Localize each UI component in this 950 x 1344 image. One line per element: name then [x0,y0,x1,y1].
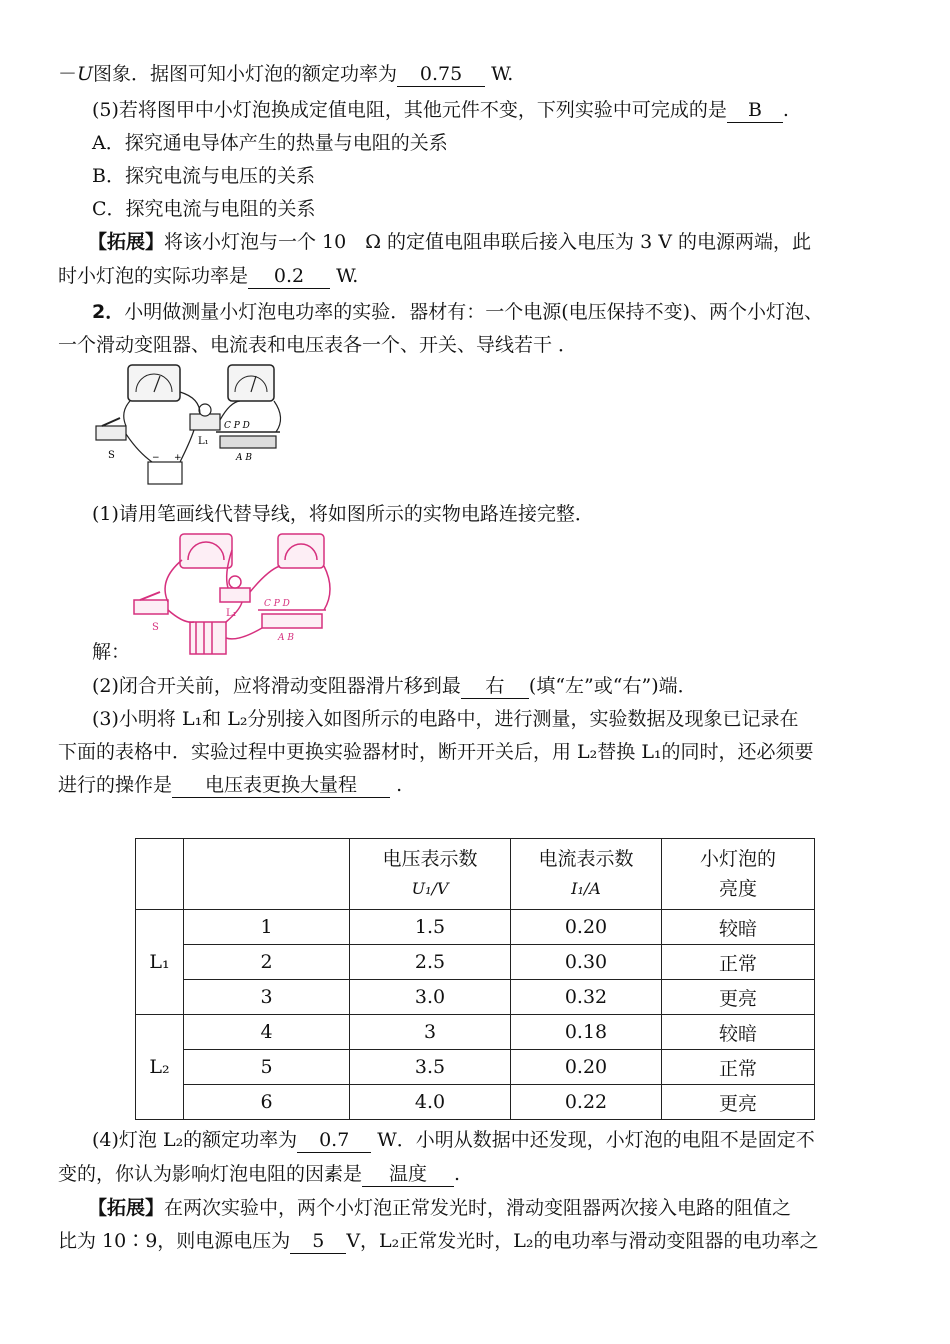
table-row [136,1085,815,1120]
table-cell: 较暗 [662,910,815,945]
answer-blank: 电压表更换大量程 [172,773,390,798]
answer-blank: 温度 [362,1162,454,1187]
answer-blank: 5 [290,1229,346,1254]
table-cell: 0.32 [511,980,662,1015]
sub-question-4 [92,1128,815,1153]
text: － [58,63,78,85]
table-cell: 1.5 [350,910,511,945]
text: 进行的操作是 [58,774,173,796]
group-label: L₂ [136,1015,184,1120]
table-cell: 4 [184,1015,350,1050]
switch-icon [134,600,168,614]
ammeter-icon [228,365,274,401]
sub-question-3-line3 [58,773,402,798]
table-cell: 3.0 [350,980,511,1015]
sub-question-1: (1)请用笔画线代替导线，将如图所示的实物电路连接完整． [92,503,594,525]
text: 比为 10∶9，则电源电压为 [58,1230,291,1252]
table-row [136,1015,815,1050]
option-a: A．探究通电导体产生的热量与电阻的关系 [92,132,448,154]
table-cell: 更亮 [662,980,815,1015]
question-5 [92,98,789,123]
table-cell: 0.22 [511,1085,662,1120]
table-header-current [511,839,662,910]
circuit-diagram-incomplete [90,362,290,494]
table-header-row [136,839,815,910]
text: U₁/V [411,879,449,898]
answer-blank: 0.75 [397,62,485,87]
text: 电压表示数 [382,848,478,870]
text: 时小灯泡的实际功率是 [58,265,249,287]
table-row [136,980,815,1015]
table-cell: 更亮 [662,1085,815,1120]
text: W．小明从数据中还发现，小灯泡的电阻不是固定不 [377,1129,815,1151]
label-l1: L₁ [198,436,209,447]
extension-1 [88,230,811,254]
label-cpd: C P D [264,599,290,609]
extension-tag: 【拓展】 [88,231,165,253]
text: . [454,1163,461,1185]
switch-icon [96,426,126,440]
question-number: 2． [92,301,125,323]
bulb-icon [199,404,211,416]
text: 小灯泡的 [699,848,776,870]
text: (4)灯泡 L₂的额定功率为 [92,1129,298,1151]
voltmeter-icon [180,534,232,568]
table-header-empty [136,839,184,910]
solution-label: 解： [92,641,131,663]
sub-question-3-line2: 下面的表格中．实验过程中更换实验器材时，断开开关后，用 L₂替换 L₁的同时，还必须要 [58,741,814,763]
table-header-brightness [662,839,815,910]
table-cell: 3 [350,1015,511,1050]
table-cell: 3.5 [350,1050,511,1085]
text: W. [491,63,514,85]
line-rated-power [58,62,513,87]
table-cell: 1 [184,910,350,945]
svg-text:+: + [174,453,182,463]
question-2-line2: 一个滑动变阻器、电流表和电压表各一个、开关、导线若干 ． [58,334,578,356]
sub-question-3: (3)小明将 L₁和 L₂分别接入如图所示的电路中，进行测量，实验数据及现象已记录在 [92,708,799,730]
table-cell: 2 [184,945,350,980]
text: U [77,63,94,85]
label-cpd: C P D [224,421,250,431]
question-2 [92,300,823,324]
label-ab: A B [236,453,252,463]
table-cell: 6 [184,1085,350,1120]
rheostat-icon [262,614,322,628]
extension-tag: 【拓展】 [88,1197,165,1219]
table-cell: 4.0 [350,1085,511,1120]
group-label: L₁ [136,910,184,1015]
bulb-icon [229,576,241,588]
text: . [396,774,403,796]
option-b: B．探究电流与电压的关系 [92,165,315,187]
label-l1: L₁ [226,608,237,619]
extension-1-line2 [58,264,358,289]
table-header-empty [184,839,350,910]
table-cell: 2.5 [350,945,511,980]
data-table [135,838,815,1120]
label-ab: A B [278,633,294,643]
table-cell: 0.20 [511,910,662,945]
answer-blank: B [727,98,783,123]
table-cell: 正常 [662,1050,815,1085]
text: 电流表示数 [538,848,634,870]
extension-2 [88,1196,791,1220]
text: 将该小灯泡与一个 10 Ω 的定值电阻串联后接入电压为 3 V 的电源两端，此 [164,231,811,253]
table-cell: 0.30 [511,945,662,980]
table-cell: 较暗 [662,1015,815,1050]
text: 亮度 [718,878,757,900]
text: 小明做测量小灯泡电功率的实验．器材有：一个电源(电压保持不变)、两个小灯泡、 [124,301,824,323]
rheostat-icon [220,436,276,448]
sub-question-2 [92,674,697,699]
sub-question-4-line2 [58,1162,460,1187]
text: W. [336,265,359,287]
table-cell: 3 [184,980,350,1015]
text: I₁/A [571,879,601,898]
table-cell: 0.20 [511,1050,662,1085]
label-s: S [108,450,115,461]
text: V，L₂正常发光时，L₂的电功率与滑动变阻器的电功率之 [346,1230,819,1252]
table-cell: 0.18 [511,1015,662,1050]
answer-blank: 0.2 [248,264,330,289]
table-row [136,1050,815,1085]
text: (填“左”或“右”)端． [528,675,697,697]
voltmeter-icon [128,365,180,401]
answer-blank: 0.7 [297,1128,371,1153]
svg-text:−: − [152,453,160,463]
text: 图象．据图可知小灯泡的额定功率为 [93,63,398,85]
option-c: C．探究电流与电阻的关系 [92,198,316,220]
answer-blank: 右 [461,674,529,699]
extension-2-line2 [58,1229,819,1254]
text: . [782,99,789,121]
text: (5)若将图甲中小灯泡换成定值电阻，其他元件不变，下列实验中可完成的是 [92,99,727,121]
text: 变的，你认为影响灯泡电阻的因素是 [58,1163,363,1185]
table-row [136,910,815,945]
table-cell: 5 [184,1050,350,1085]
table-header-voltage [350,839,511,910]
text: 在两次实验中，两个小灯泡正常发光时，滑动变阻器两次接入电路的阻值之 [164,1197,792,1219]
text: (2)闭合开关前，应将滑动变阻器滑片移到最 [92,675,461,697]
battery-icon [148,462,182,484]
ammeter-icon [278,534,324,568]
table-cell: 正常 [662,945,815,980]
label-s: S [152,622,159,633]
table-row [136,945,815,980]
circuit-diagram-complete [128,530,338,662]
